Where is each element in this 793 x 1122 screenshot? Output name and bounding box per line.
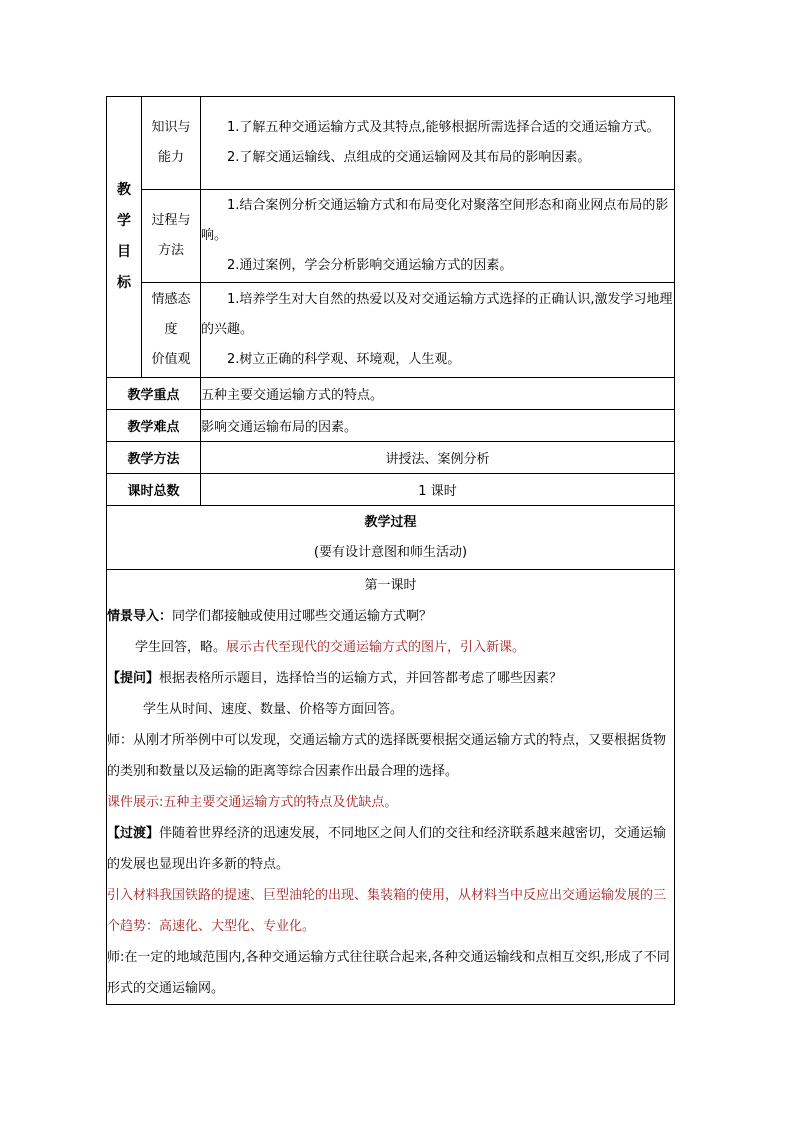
teacher-remark-1: 师：从刚才所举例中可以发现，交通运输方式的选择既要根据交通运输方式的特点，又要根据货物的类别和数量以及运输的距离等综合因素作出最合理的选择。: [107, 733, 667, 779]
process-line-1: 1.结合案例分析交通运输方式和布局变化对聚落空间形态和商业网点布局的影响。: [201, 198, 669, 243]
hours-label: 课时总数: [107, 474, 201, 506]
material-paragraph: 引入材料我国铁路的提速、巨型油轮的出现、集装箱的使用，从材料当中反应出交通运输发展的三个趋势：高速化、大型化、专业化。: [107, 888, 667, 934]
attitude-label: 情感态 度 价值观: [142, 283, 201, 378]
answer-1-text: 学生回答，略。: [135, 640, 227, 655]
question-paragraph: [107, 663, 674, 694]
goal-heading-char: 学: [117, 213, 131, 229]
attitude-line-1: 1.培养学生对大自然的热爱以及对交通运输方式选择的正确认识,激发学习地理的兴趣。: [201, 292, 673, 337]
lesson-plan-table: [106, 96, 675, 1005]
intro-paragraph: [107, 601, 674, 632]
process-line-2: 2.通过案例，学会分析影响交通运输方式的因素。: [227, 258, 513, 273]
difficulty-row: [107, 410, 675, 442]
knowledge-label: 知识与 能力: [142, 97, 201, 190]
method-text: 讲授法、案例分析: [201, 442, 675, 474]
method-row: [107, 442, 675, 474]
key-point-text: 五种主要交通运输方式的特点。: [201, 378, 675, 410]
goal-row-knowledge: [107, 97, 675, 190]
attitude-line-2: 2.树立正确的科学观、环境观，人生观。: [227, 352, 461, 367]
process-content: [201, 190, 675, 283]
process-section-subtitle: (要有设计意图和师生活动): [313, 544, 468, 560]
transition-paragraph: [107, 818, 674, 880]
key-point-label: 教学重点: [107, 378, 201, 410]
answer-2-paragraph: 学生从时间、速度、数量、价格等方面回答。: [143, 702, 404, 717]
intro-text: 同学们都接触或使用过哪些交通运输方式啊？: [172, 609, 433, 624]
knowledge-line-2: 2.了解交通运输线、点组成的交通运输网及其布局的影响因素。: [227, 150, 591, 165]
hours-text: 1 课时: [201, 474, 675, 506]
goal-row-attitude: [107, 283, 675, 378]
difficulty-text: 影响交通运输布局的因素。: [201, 410, 675, 442]
question-text: 根据表格所示题目，选择恰当的运输方式，并回答都考虑了哪些因素？: [159, 671, 563, 686]
goal-heading-char: 标: [117, 275, 131, 291]
hours-row: [107, 474, 675, 506]
process-label: 过程与 方法: [142, 190, 201, 283]
process-section-header: [107, 506, 675, 570]
knowledge-content: [201, 97, 675, 190]
answer-1-paragraph: [107, 632, 674, 663]
courseware-note: 课件展示:五种主要交通运输方式的特点及优缺点。: [107, 795, 398, 810]
method-label: 教学方法: [107, 442, 201, 474]
attitude-content: [201, 283, 675, 378]
knowledge-line-1: 1.了解五种交通运输方式及其特点,能够根据所需选择合适的交通运输方式。: [227, 120, 660, 135]
teacher-remark-2: 师:在一定的地域范围内,各种交通运输方式往往联合起来,各种交通运输线和点相互交织,形成了不同形式的交通运输网。: [107, 950, 670, 996]
lesson-row: [107, 570, 675, 1005]
teaching-goals-heading: [107, 97, 142, 378]
goal-row-process: [107, 190, 675, 283]
question-label: 【提问】: [107, 671, 160, 686]
transition-text: 伴随着世界经济的迅速发展，不同地区之间人们的交往和经济联系越来越密切，交通运输的发展也显现出许多新的特点。: [107, 826, 667, 872]
goal-heading-char: 教: [117, 182, 131, 198]
process-section-row: [107, 506, 675, 570]
difficulty-label: 教学难点: [107, 410, 201, 442]
transition-label: 【过渡】: [107, 826, 160, 841]
process-section-title: 教学过程: [364, 514, 417, 530]
answer-1-highlight: 展示古代至现代的交通运输方式的图片，引入新课。: [226, 640, 526, 655]
goal-heading-char: 目: [117, 244, 131, 260]
lesson-title: 第一课时: [364, 578, 417, 593]
lesson-body: [107, 570, 675, 1005]
key-point-row: [107, 378, 675, 410]
intro-label: 情景导入：: [107, 609, 173, 624]
